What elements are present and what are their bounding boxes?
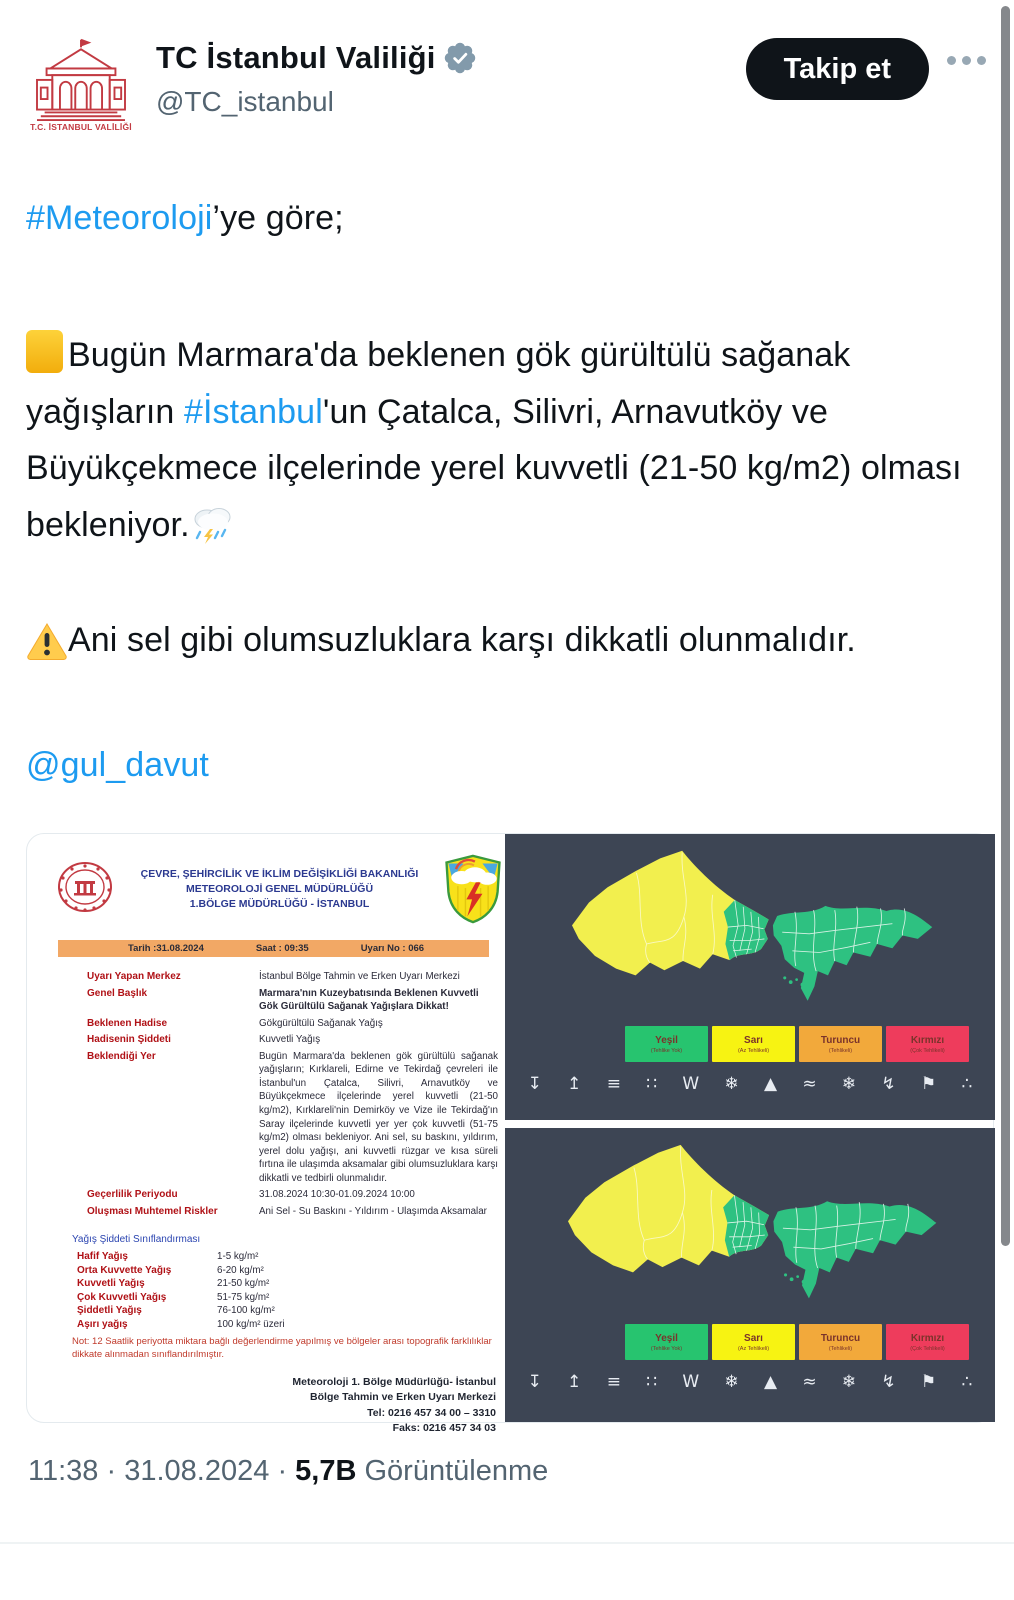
doc-time: Saat : 09:35: [255, 943, 309, 955]
tweet-header: [0, 0, 1014, 140]
warning-emoji: [26, 622, 68, 660]
document-contact: Meteoroloji 1. Bölge Müdürlüğü- İstanbul Bölge Tahmin ve Erken Uyarı Merkezi Tel: 0216 457 34 00 – 3310 Faks: 0216 457 34 03: [292, 1376, 496, 1434]
tweet-line-2: [26, 327, 964, 554]
map-legend: [625, 1026, 995, 1062]
user-handle[interactable]: @TC_istanbul: [156, 86, 334, 117]
weather-icons-row: [505, 1371, 995, 1393]
avalanche-icon: ▲: [763, 1372, 778, 1393]
tweet-date: 31.08.2024: [124, 1455, 270, 1488]
legend-red: Kırmızı (Çok Tehlikeli): [886, 1026, 969, 1062]
more-options-button[interactable]: [947, 56, 986, 65]
warning-maps: [505, 834, 995, 1422]
avalanche-icon: ▲: [763, 1074, 778, 1095]
tweet-line-2-post: 'un Çatalca, Silivri, Arnavutköy ve Büyükçekmece ilçelerinde yerel kuvvetli (21-50 kg/m2) olması bekleniyor.: [26, 392, 962, 545]
hail-icon: ∴: [961, 1372, 973, 1393]
hail-icon: ∴: [961, 1074, 973, 1095]
legend-orange: Turuncu (Tehlikeli): [799, 1324, 882, 1360]
mgm-shield-icon: [444, 854, 502, 924]
storm-flag-icon: ⚑: [920, 1074, 937, 1095]
legend-yellow: Sarı (Az Tehlikeli): [712, 1324, 795, 1360]
storm-cloud-emoji: [190, 503, 236, 545]
storm-flag-icon: ⚑: [920, 1372, 937, 1393]
tweet-time: 11:38: [28, 1455, 99, 1488]
meta-dot: ·: [106, 1455, 117, 1488]
lightning-icon: ↯: [881, 1074, 896, 1095]
rain-classification: Yağış Şiddeti Sınıflandırması Hafif Yağış 1-5 kg/m² Orta Kuvvette Yağış 6-20 kg/m² Kuvvetli Yağış 21-50 kg/m² Çok Kuvvetli Yağış 51-75 kg/m² Şiddetli Yağış 76-100 kg/m² Aşırı yağış 100 kg/m² üzeri Not: 12 Saatlik periyotta miktara bağlı değerlendirme yapılmış ve bölgeler arası topografik farklılıklar dikkate alınmadan sınıflandırılmıştır.: [72, 1234, 502, 1361]
verified-badge-icon: [444, 42, 476, 74]
views-count: 5,7B: [295, 1455, 357, 1488]
freezing-rain-icon: ∷: [646, 1074, 658, 1095]
freezing-rain-icon: ∷: [646, 1372, 658, 1393]
tweet-line-2-pre: Bugün Marmara'da beklenen gök gürültülü sağanak yağışların: [26, 335, 851, 431]
valilik-building-icon: [31, 34, 131, 122]
government-emblem-icon: [55, 859, 115, 919]
hashtag-meteoroloji[interactable]: #Meteoroloji: [26, 199, 213, 237]
tweet-line-3: [26, 612, 964, 669]
doc-date: Tarih :31.08.2024: [128, 943, 204, 955]
legend-yellow: Sarı (Az Tehlikeli): [712, 1026, 795, 1062]
hashtag-istanbul[interactable]: #İstanbul: [183, 392, 323, 431]
mention-gul-davut[interactable]: @gul_davut: [26, 745, 209, 784]
dot-icon: [977, 56, 986, 65]
warning-map-panel-1: [505, 834, 995, 1120]
fog-icon: ≡: [606, 1372, 621, 1393]
coastal-flood-icon: ≈: [802, 1074, 817, 1095]
wind-icon: W: [682, 1372, 700, 1393]
thermometer-high-icon: ↥: [567, 1074, 582, 1095]
coastal-flood-icon: ≈: [802, 1372, 817, 1393]
frost-icon: ❄: [841, 1074, 857, 1095]
vertical-scrollbar[interactable]: [1001, 6, 1010, 1246]
divider: [0, 1542, 1014, 1544]
tweet-line-3-text: Ani sel gibi olumsuzluklara karşı dikkatli olunmalıdır.: [68, 620, 856, 659]
document-fields: Uyarı Yapan Merkez İstanbul Bölge Tahmin ve Erken Uyarı Merkezi Genel Başlık Marmara'nın Kuzeybatısında Beklenen Kuvvetli Gök Gürültülü Sağanak Yağışlara Dikkat! Beklenen Hadise Gökgürültülü Sağanak Yağış Hadisenin Şiddeti Kuvvetli Yağış Beklendiği Yer Bugün Marmara'da beklenen gök gürültülü sağanak yağışların; Kırklareli, Edirne ve Tekirdağ çevreleri ile İstanbul'un Çatalca, Silivri, Arnavutköy ve Büyükçekmece ilçelerinde yerel kuvvetli (21-50 kg/m2), Kırklareli'nin Demirköy ve Vize ile Tekirdağ'ın Saray ilçelerinde kuvvetli yer yer çok kuvvetli (51-75 kg/m2) olması bekleniyor. Ani sel, su baskını, yıldırım, yerel dolu yağışı, ani kuvvetli rüzgar ve kısa süreli fırtına ile ulaşımda aksamalar gibi olumsuzluklara karşı dikkatli ve tedbirli olunmalıdır. Geçerlilik Periyodu 31.08.2024 10:30-01.09.2024 10:00 Oluşması Muhtemel Riskler Ani Sel - Su Baskını - Yıldırım - Ulaşımda Aksamalar: [87, 971, 498, 1217]
tweet-meta: [28, 1455, 1014, 1488]
follow-button[interactable]: Takip et: [746, 38, 929, 100]
warning-map-panel-2: [505, 1128, 995, 1422]
tweet-line-4: [26, 737, 964, 794]
istanbul-warning-map: [515, 844, 985, 1022]
legend-orange: Turuncu (Tehlikeli): [799, 1026, 882, 1062]
istanbul-warning-map: [515, 1138, 985, 1320]
tweet-line-1: [26, 190, 964, 247]
snow-icon: ❄: [724, 1074, 739, 1095]
classification-note: Not: 12 Saatlik periyotta miktara bağlı değerlendirme yapılmış ve bölgeler arası topografik farklılıklar dikkate alınmadan sınıflandırılmıştır.: [72, 1335, 492, 1360]
display-name[interactable]: TC İstanbul Valiliği: [156, 40, 436, 75]
dot-icon: [962, 56, 971, 65]
attached-image[interactable]: [26, 833, 994, 1434]
legend-green: Yeşil (Tehlike Yok): [625, 1026, 708, 1062]
legend-green: Yeşil (Tehlike Yok): [625, 1324, 708, 1360]
map-legend: [625, 1324, 995, 1360]
thermometer-low-icon: ↧: [527, 1074, 542, 1095]
thermometer-high-icon: ↥: [567, 1372, 582, 1393]
dot-icon: [947, 56, 956, 65]
views-label: Görüntülenme: [364, 1455, 549, 1488]
document-date-bar: [58, 940, 489, 957]
avatar-caption: T.C. İSTANBUL VALİLİĞİ: [30, 122, 132, 132]
fog-icon: ≡: [606, 1074, 621, 1095]
lightning-icon: ↯: [881, 1372, 896, 1393]
wind-icon: W: [682, 1074, 700, 1095]
thermometer-low-icon: ↧: [527, 1372, 542, 1393]
doc-warning-no: Uyarı No : 066: [360, 943, 425, 955]
weather-icons-row: [505, 1073, 995, 1095]
ministry-title: ÇEVRE, ŞEHİRCİLİK VE İKLİM DEĞİŞİKLİĞİ BAKANLIĞI METEOROLOJİ GENEL MÜDÜRLÜĞÜ 1.BÖLGE MÜDÜRLÜĞÜ - İSTANBUL: [140, 868, 419, 910]
frost-icon: ❄: [841, 1372, 857, 1393]
avatar[interactable]: [28, 34, 134, 140]
meta-dot: ·: [277, 1455, 288, 1488]
yellow-square-emoji: [26, 330, 63, 373]
legend-red: Kırmızı (Çok Tehlikeli): [886, 1324, 969, 1360]
classification-title: Yağış Şiddeti Sınıflandırması: [72, 1234, 201, 1246]
tweet-line-1-text: ’ye göre;: [212, 199, 344, 237]
warning-document: [27, 834, 505, 1434]
tweet-body: [0, 190, 990, 793]
snow-icon: ❄: [724, 1372, 739, 1393]
